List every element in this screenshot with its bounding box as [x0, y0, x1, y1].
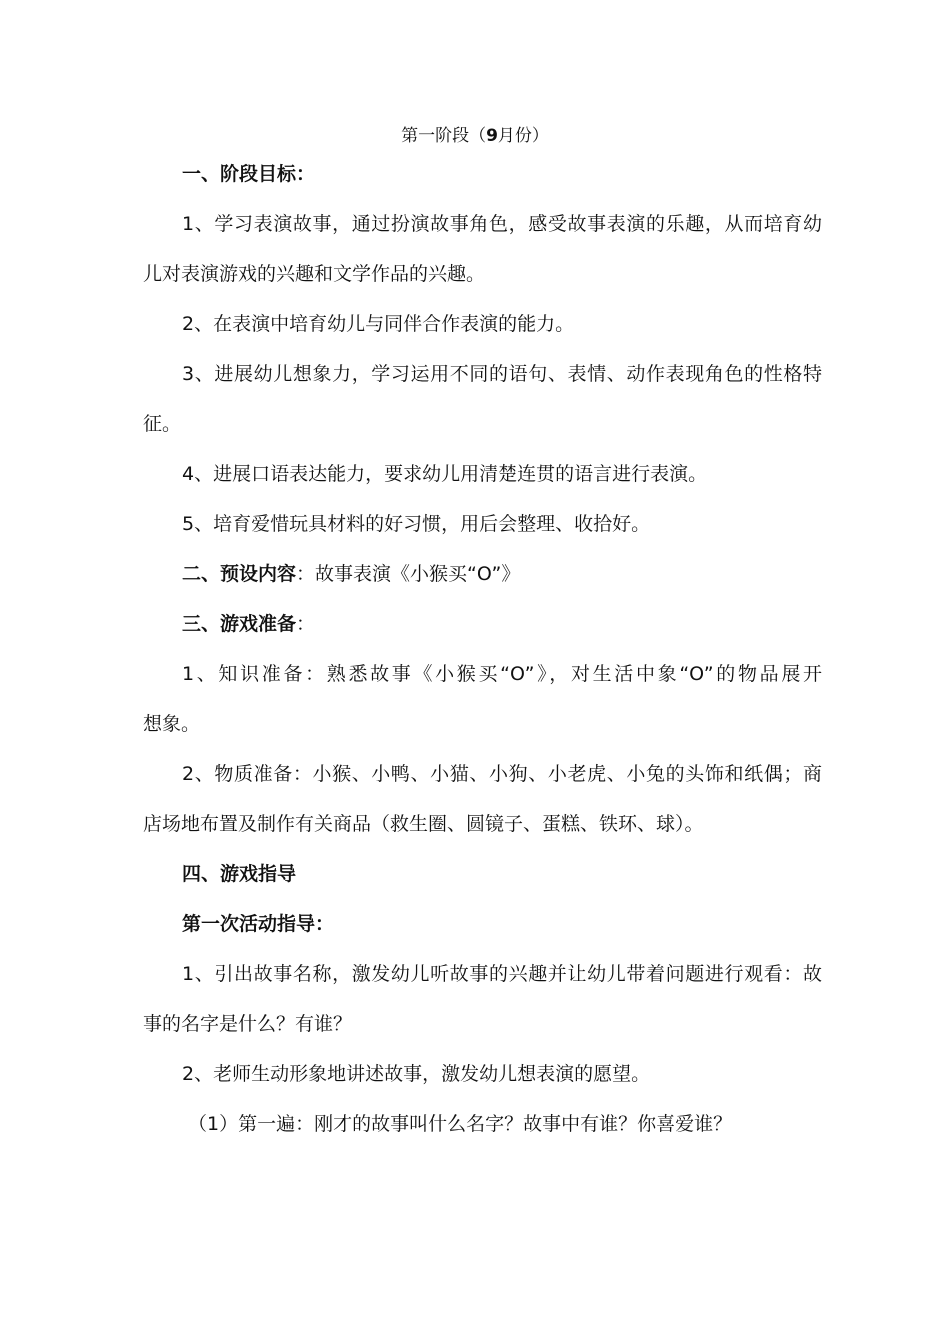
prep-1-line-1: 1、知识准备：熟悉故事《小猴买“O”》，对生活中象“O”的物品展开	[182, 663, 822, 685]
content-heading: 二、预设内容	[182, 563, 297, 585]
goal-1-line-1: 1、学习表演故事，通过扮演故事角色，感受故事表演的乐趣，从而培育幼	[182, 213, 822, 235]
title-month-number: 9	[486, 126, 498, 146]
prep-paragraph	[182, 610, 822, 638]
prep-2-line-1: 2、物质准备：小猴、小鸭、小猫、小狗、小老虎、小兔的头饰和纸偶；商	[182, 763, 822, 785]
first-guide-heading: 第一次活动指导：	[182, 913, 335, 935]
content-text: ：故事表演《小猴买“O”》	[296, 563, 521, 585]
prep-heading: 三、游戏准备	[182, 613, 297, 635]
goal-2: 2、在表演中培育幼儿与同伴合作表演的能力。	[182, 313, 575, 335]
guide-2: 2、老师生动形象地讲述故事，激发幼儿想表演的愿望。	[182, 1063, 651, 1085]
guide-heading: 四、游戏指导	[182, 863, 297, 885]
goal-5: 5、培育爱惜玩具材料的好习惯，用后会整理、收拾好。	[182, 513, 651, 535]
goals-heading: 一、阶段目标：	[182, 163, 316, 185]
prep-1-line-2: 想象。	[143, 713, 201, 735]
goal-1-line-2: 儿对表演游戏的兴趣和文学作品的兴趣。	[143, 263, 486, 285]
guide-1-line-2: 事的名字是什么？有谁？	[143, 1013, 353, 1035]
title-prefix: 第一阶段（	[401, 126, 487, 146]
guide-1-line-1: 1、引出故事名称，激发幼儿听故事的兴趣并让幼儿带着问题进行观看：故	[182, 963, 822, 985]
prep-heading-colon: ：	[296, 613, 316, 635]
goal-3-line-2: 征。	[143, 413, 182, 435]
goal-4: 4、进展口语表达能力，要求幼儿用清楚连贯的语言进行表演。	[182, 463, 708, 485]
prep-2-line-2: 店场地布置及制作有关商品（救生圈、圆镜子、蛋糕、铁环、球）。	[143, 813, 704, 835]
goal-3-line-1: 3、进展幼儿想象力，学习运用不同的语句、表情、动作表现角色的性格特	[182, 363, 822, 385]
content-paragraph	[182, 560, 822, 588]
page-title	[0, 122, 950, 150]
guide-2-sub-1: （1）第一遍：刚才的故事叫什么名字？故事中有谁？你喜爱谁？	[188, 1113, 733, 1135]
title-suffix: 月份）	[497, 126, 549, 146]
